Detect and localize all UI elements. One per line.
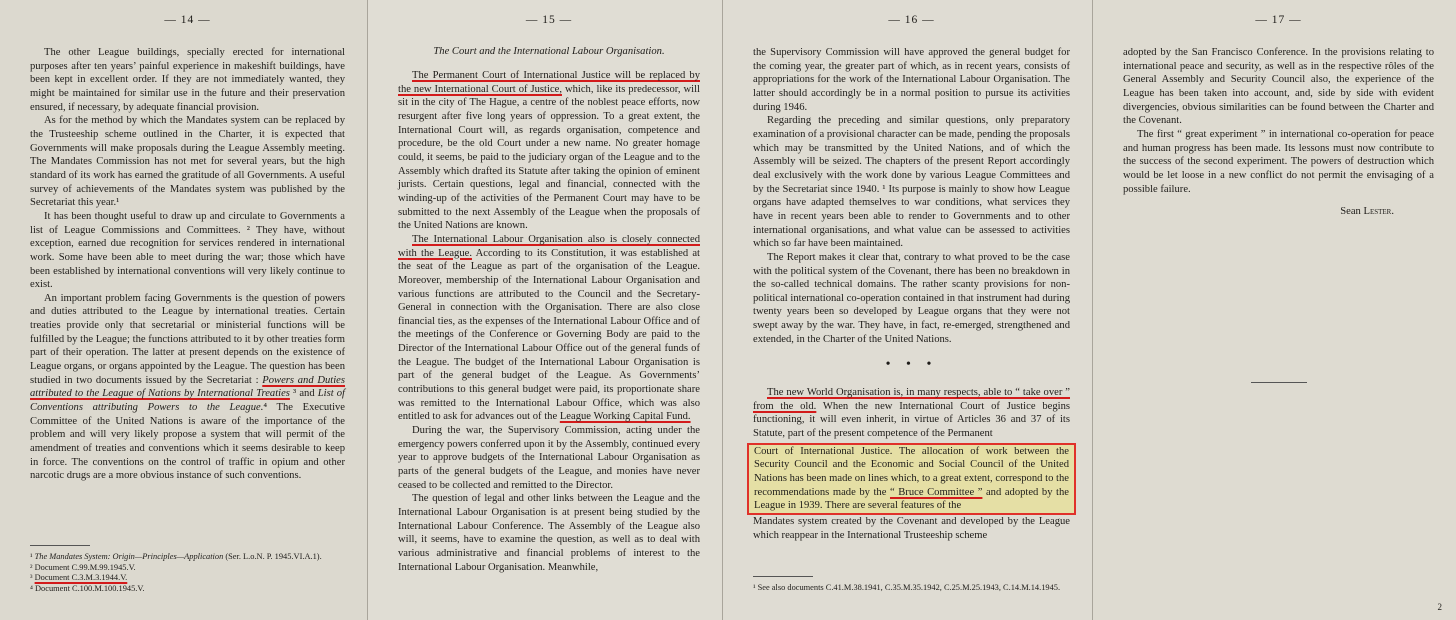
footnote-rule (753, 576, 813, 577)
underlined-text: The International Labour Organisation also is closely connected with the League. (398, 233, 700, 259)
page-14 (0, 0, 368, 620)
paragraph: Regarding the preceding and similar questions, only preparatory examination of a provisional character can be made, pending the proposals which may be transmitted by the United Nations, and of which the Assembly will be seized. The chapters of the present Report accordingly deal exclusively with the work done by various League Committees and by the Secretariat since 1940. ¹ Its purpose is mainly to show how League organs have adapted themselves to war conditions, what services they have in recent years been able to render to Governments and to other international organisations, and what value can be assessed to activities which so far have been maintained. (753, 115, 1070, 250)
end-rule (1251, 382, 1307, 383)
paragraph: It has been thought useful to draw up and circulate to Governments a list of League Commissions and Committees. ² They have, without exception, earned due recognition for services rendered in international work. Some have been able to meet during the war; those which have been established by international conventions will very likely continue to exist. (30, 210, 345, 291)
paragraph-text: According to its Constitution, it was established at the seat of the League as part of the organisation of the League. Moreover, membership of the International Labour Organisation and various functions are attributed to the Council and the Secretary-General in connection with the Organisation. There are also close financial ties, as the expenses of the International Labour Office and of the meetings of the Conference or Governing Body are paid to the Director of the International Labour Office out of the general funds of the League. The budget of the International Labour Organisation is part of the general budget of the League. As Governments’ contributions to this general budget were paid, its proportionate share was remitted to the International Labour Office, which was also entitled to ask for advances out of the (398, 247, 700, 423)
footnote-rule (30, 545, 90, 546)
footnote: ² Document C.99.M.99.1945.V. (30, 562, 136, 572)
footnote (30, 573, 345, 584)
paragraph (753, 386, 1070, 441)
page-body (30, 46, 345, 483)
paragraph-text: An important problem facing Governments is the question of powers and duties attributed to the League by international treaties. Certain treaties provide only that secretarial or ministerial functions will be fulfilled by the League; the functions attributed to it by other treaties form part of their operation. The latter at present depends on the existence of League organs, or organs appointed by the League. The question has been studied in two documents issued by the Secretariat : (30, 292, 345, 386)
paragraph (30, 292, 345, 483)
paragraph: During the war, the Supervisory Commission, acting under the emergency powers conferred upon it by the Assembly, continued every year to approve budgets of the International Labour Organisation as parts of the general budgets of the League, and monies have never ceased to be collected and remitted to the Director. (398, 425, 700, 491)
footnote-text: (Ser. L.o.N. P. 1945.VI.A.1). (225, 552, 322, 561)
paragraph: The question of legal and other links between the League and the International Labour Organisation is at present being studied by the International Labour Conference. The Assembly of the League also will, it seems, have to examine the question, as well as to deal with various administrative and financial problems of interest to the International Labour Organisation. Meanwhile, (398, 493, 700, 573)
highlighted-box (747, 443, 1076, 515)
highlighted-paragraph (754, 445, 1069, 513)
footnote: ¹ See also documents C.41.M.38.1941, C.35.M.35.1942, C.25.M.25.1943, C.14.M.14.1945. (753, 583, 1061, 592)
footnote-title: The Mandates System: Origin—Principles—Application (34, 552, 224, 561)
page-number: — 15 — (525, 14, 573, 26)
paragraph-text: which, like its predecessor, will sit in the city of The Hague, a centre of the noblest peace efforts, now resurgent after five long years of oppression. To a great extent, the International Court will, as regards organisation, competence and procedure, be the old Court under a new name. No greater homage could, it seems, be paid to the judiciary organ of the League and to the Assembly which drafted its Statute after taking the opinion of eminent jurists. Certain questions, legal and financial, connected with the winding-up of the activities of the Permanent Court may have to be submitted to the next Assembly of the League when the proposals of the United Nations are known. (398, 83, 700, 232)
underlined-document-title: Powers and Duties attributed to the League of Nations by International Treaties (30, 374, 345, 400)
paragraph: The other League buildings, specially erected for international purposes after ten years’ painful experience in makeshift buildings, have been kept in excellent order. If they are not immediately wanted, they might be maintained for similar use in the future and their preservation ensured, if necessary, by adequate financial provision. (30, 47, 345, 113)
underlined-text: “ Bruce Committee ” (889, 486, 983, 498)
underlined-text: The new World Organisation is, in many respects, able to “ take over ” from the old. (753, 387, 1070, 412)
paragraph: the Supervisory Commission will have approved the general budget for the coming year, the greater part of which, as in recent years, consists of appropriations for the work of the International Labour Organisation. The latter should accordingly be in a normal position to pursue its activities during 1946. (753, 47, 1070, 113)
page-number: — 16 — (888, 14, 935, 26)
footnote-mark: ³ (30, 573, 33, 583)
paragraph-text: ⁴ The Executive Committee of the United Nations is aware of the importance of the problem and will very likely propose a system that will permit of the amendment of treaties and conventions which it seems desirable to keep in force. The conventions on the control of traffic in opium and other narcotic drugs are a more obvious instance of such conventions. (30, 402, 346, 482)
footnote-ref: ³ and (289, 388, 318, 400)
footnotes (30, 545, 345, 594)
page-17 (1093, 0, 1456, 620)
paragraph (398, 233, 700, 424)
paragraph: The first “ great experiment ” in international co-operation for peace and human progress has been made. Its lessons must now contribute to the success of the second experiment. The powers of destruction which would be let loose in a new conflict do not permit the envisaging of a possible failure. (1123, 128, 1434, 195)
page-15 (368, 0, 723, 620)
page-16 (723, 0, 1093, 620)
footnote: ⁴ Document C.100.M.100.1945.V. (30, 583, 145, 593)
underlined-footnote: Document C.3.M.3.1944.V. (34, 573, 128, 583)
paragraph: As for the method by which the Mandates system can be replaced by the Trusteeship scheme outlined in the Charter, it is expected that Governments will make proposals during the League Assembly meeting. The Mandates Commission has not met for several years, but the high standard of its work has earned the gratitude of all Governments. A useful survey of achievements of the Mandates system was published by the Secretariat this year.¹ (30, 115, 345, 209)
footnotes (753, 576, 1070, 594)
page-body (1123, 46, 1434, 196)
paragraph: adopted by the San Francisco Conference. In the provisions relating to international peace and security, as well as in the respective rôles of the General Assembly and Security Council also, the experience of the League has been taken into account, and, side by side with evident divergencies, obvious similarities can be found between the Charter and the Covenant. (1123, 47, 1434, 127)
highlighted-text: and adopted by the League in 1939. There are several features of the (754, 486, 1069, 512)
page-body (398, 69, 700, 574)
underlined-text: The Permanent Court of International Justice will be replaced by the new International Court of Justice, (398, 70, 700, 95)
footnote-mark: ¹ (30, 552, 33, 561)
signature (1123, 206, 1434, 217)
document-title: List of Conventions attributing Powers to the League. (30, 388, 345, 414)
section-separator: • • • (885, 357, 938, 373)
corner-mark: 2 (1437, 602, 1442, 612)
signature-last-name: Lester. (1363, 206, 1394, 218)
page-number: — 17 — (1255, 14, 1302, 26)
paragraph-text: When the new International Court of Justice begins functioning, it will even inherit, in virtue of Articles 36 and 37 of its Statute, part of the present competence of the Permanent (753, 400, 1070, 440)
page-body (753, 46, 1070, 542)
signature-first-name: Sean (1340, 206, 1361, 218)
highlighted-text: Court of International Justice. The allocation of work between the Security Council and the Economic and Social Council of the United Nations has been made on lines which, to a great extent, correspond to the recommendations made by the (754, 445, 1069, 498)
paragraph (398, 69, 700, 233)
footnote (30, 552, 345, 563)
underlined-text: League Working Capital Fund. (559, 411, 691, 423)
paragraph: Mandates system created by the Covenant and developed by the League which reappear in the International Trusteeship scheme (753, 516, 1070, 541)
page-number: — 14 — (164, 14, 211, 26)
section-heading: The Court and the International Labour Organisation. (433, 46, 665, 57)
paragraph: The Report makes it clear that, contrary to what proved to be the case with the political system of the Covenant, there has been no breakdown in the so-called technical domains. The rather scanty provisions for non-political international co-operation contained in that instrument had during twenty years been so developed by League organs that they were not swept away by the war. They have, in fact, re-emerged, strengthened and extended, in the Charter of the United Nations. (753, 251, 1070, 345)
